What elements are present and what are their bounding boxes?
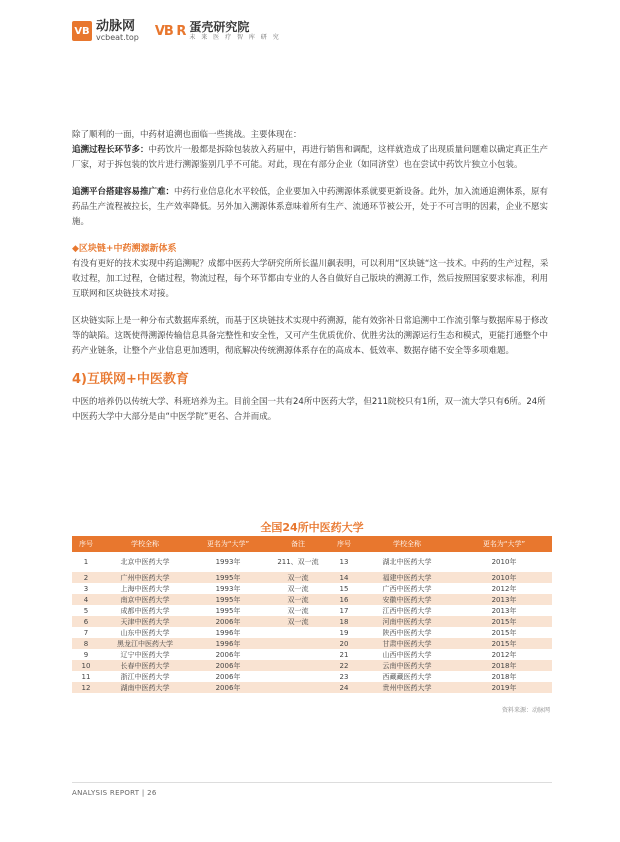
table-cell: 15 (339, 584, 349, 593)
table-cell: 9 (83, 650, 89, 659)
table-cell: 2010年 (491, 558, 517, 566)
table-cell: 1993年 (215, 584, 241, 593)
article-body (72, 128, 552, 425)
table-cell: 辽宁中医药大学 (120, 650, 170, 659)
table-cell: 8 (72, 638, 100, 649)
table-cell: 3 (83, 584, 89, 593)
table-cell: 长春中医药大学 (100, 660, 190, 671)
challenge-1-text: 中药饮片一般都是拆除包装放入药屉中，再进行销售和调配，这样就造成了出现质量问题难以确定真正生产厂家，对于拆包装的饮片进行溯源鉴别几乎不可能。对此，现在有部分企业（如同济堂）也在尝试中药饮片独立小包装。 (72, 145, 549, 170)
table-cell: 上海中医药大学 (120, 584, 170, 593)
table-cell: 安徽中医药大学 (358, 594, 456, 605)
table-cell: 11 (81, 672, 91, 681)
table-cell: 21 (339, 650, 349, 659)
table-cell: 1 (83, 558, 89, 566)
paragraph-challenge-1 (72, 143, 552, 173)
table-cell: 10 (72, 660, 100, 671)
challenge-2-title: 追溯平台搭建容易推广难： (72, 187, 175, 197)
vcbeat-logo-mark: VB (72, 21, 92, 41)
table-cell: 山东中医药大学 (120, 628, 170, 637)
table-title: 全国24所中医药大学 (260, 521, 364, 534)
table-cell: 1996年 (190, 638, 266, 649)
table-cell: 河南中医药大学 (358, 616, 456, 627)
table-cell: 福建中医药大学 (358, 572, 456, 583)
table-cell: 16 (330, 594, 358, 605)
table-cell: 2006年 (215, 672, 241, 681)
page-header (72, 18, 281, 44)
table-cell: 2019年 (456, 682, 552, 693)
section-title-education: 4)互联网+中医教育 (72, 372, 189, 387)
header-cell: 备注 (266, 536, 330, 552)
table-cell: 6 (72, 616, 100, 627)
paragraph-education: 中医的培养仍以传统大学、科班培养为主。目前全国一共有24所中医药大学，但211院校只有1所，双一流大学只有6所。24所中医药大学中大部分是由“中医学院”更名、合并而成。 (72, 397, 546, 422)
header-cell: 更名为“大学” (456, 536, 552, 552)
vbr-logo-mark: VB R (154, 23, 186, 39)
sub-heading-blockchain: ◆区块链+中药溯源新体系 (72, 244, 177, 254)
table-cell: 22 (330, 660, 358, 671)
table-cell: 2006年 (215, 650, 241, 659)
table-cell (266, 638, 330, 649)
table-cell: 2015年 (491, 628, 517, 637)
table-row (72, 572, 552, 583)
table-cell: 浙江中医药大学 (120, 672, 170, 681)
table-cell: 17 (339, 606, 349, 615)
table-cell: 19 (339, 628, 349, 637)
table-cell: 2012年 (491, 650, 517, 659)
table-row (72, 649, 552, 660)
table-cell: 2006年 (190, 660, 266, 671)
header-cell: 序号 (330, 536, 358, 552)
universities-table (72, 536, 552, 693)
table-cell: 双一流 (287, 584, 309, 593)
table-cell: 2013年 (491, 606, 517, 615)
table-cell: 18 (330, 616, 358, 627)
table-cell: 20 (330, 638, 358, 649)
table-cell: 2010年 (456, 572, 552, 583)
table-cell: 23 (339, 672, 349, 681)
table-cell (266, 660, 330, 671)
paragraph-blockchain-2: 区块链实际上是一种分布式数据库系统，而基于区块链技术实现中药溯源，能有效弥补日常追溯中工作流引擎与数据库易于修改等的缺陷。这既使得溯源传输信息具备完整性和安全性，又可产生优质优价、优胜劣汰的溯源运行生态和模式，更能打通整个中药产业链条，让整个产业信息更加透明，彻底解决传统溯源体系存在的高成本、低效率、数据存储不安全等多项难题。 (72, 316, 549, 356)
table-cell: 双一流 (266, 572, 330, 583)
table-row (72, 583, 552, 594)
vcbeat-logo (72, 20, 139, 42)
table-cell: 2013年 (456, 594, 552, 605)
table-cell: 1995年 (190, 594, 266, 605)
table-cell: 2 (72, 572, 100, 583)
table-row (72, 594, 552, 605)
footer-divider (72, 782, 552, 783)
table-cell: 2015年 (456, 638, 552, 649)
table-cell (266, 682, 330, 693)
table-row (72, 627, 552, 638)
paragraph-intro: 除了顺利的一面，中药材追溯也面临一些挑战。主要体现在： (72, 130, 302, 140)
table-cell: 成都中医药大学 (120, 606, 170, 615)
table-row (72, 682, 552, 693)
table-cell: 湖南中医药大学 (100, 682, 190, 693)
vbr-logo (155, 21, 281, 41)
page-footer: ANALYSIS REPORT | 26 (72, 789, 157, 797)
table-cell: 1995年 (215, 606, 241, 615)
header-cell: 序号 (72, 536, 100, 552)
table-row (72, 638, 552, 649)
header-cell: 学校全称 (100, 536, 190, 552)
paragraph-blockchain-1: 有没有更好的技术实现中药追溯呢？成都中医药大学研究所所长温川飙表明，可以利用“区块链“这一技术。中药的生产过程，采收过程，加工过程，仓储过程，物流过程，每个环节都由专业的人各自做好自己版块的溯源工作，然后按照国家要求标准，利用互联网和区块链技术对接。 (72, 259, 549, 299)
table-cell: 2006年 (190, 616, 266, 627)
table-cell: 甘肃中医药大学 (358, 638, 456, 649)
table-cell: 云南中医药大学 (358, 660, 456, 671)
table-cell (266, 649, 330, 660)
table-row (72, 660, 552, 671)
header-cell: 更名为“大学” (190, 536, 266, 552)
table-row (72, 552, 552, 572)
vbr-logo-sub: 未 来 医 疗 智 库 研 究 (189, 34, 281, 41)
table-cell (266, 671, 330, 682)
table-cell: 1993年 (215, 558, 241, 566)
table-cell: 2015年 (456, 616, 552, 627)
table-cell: 南京中医药大学 (100, 594, 190, 605)
table-row (72, 616, 552, 627)
vcbeat-logo-url: vcbeat.top (96, 33, 139, 42)
challenge-1-title: 追溯过程长环节多： (72, 145, 149, 155)
table-cell: 天津中医药大学 (100, 616, 190, 627)
table-cell: 5 (83, 606, 89, 615)
table-cell: 1996年 (215, 628, 241, 637)
table-cell: 7 (83, 628, 89, 637)
table-cell: 江西中医药大学 (382, 606, 432, 615)
table-cell: 黑龙江中医药大学 (100, 638, 190, 649)
challenge-2-text: 中药行业信息化水平较低，企业要加入中药溯源体系就要更新设备。此外，加入流通追溯体系，原有药品生产流程被拉长，生产效率降低。另外加入溯源体系意味着所有生产、流通环节被公开，处于不可言明的因素，企业不愿实施。 (72, 187, 549, 227)
table-cell: 湖北中医药大学 (382, 558, 432, 566)
table-cell: 2012年 (491, 584, 517, 593)
table-row (72, 671, 552, 682)
table-header-row (72, 536, 552, 552)
table-row (72, 605, 552, 616)
table-cell: 211、双一流 (277, 558, 319, 566)
table-cell: 2018年 (456, 660, 552, 671)
table-cell: 双一流 (266, 616, 330, 627)
table-source: 资料来源：动脉网 (501, 707, 550, 714)
table-cell: 双一流 (287, 606, 309, 615)
table-cell: 1995年 (190, 572, 266, 583)
table-cell: 14 (330, 572, 358, 583)
vcbeat-logo-name: 动脉网 (96, 19, 136, 34)
table-cell: 2018年 (491, 672, 517, 681)
table-cell: 广西中医药大学 (382, 584, 432, 593)
header-cell: 学校全称 (358, 536, 456, 552)
table-cell: 13 (339, 558, 349, 566)
paragraph-challenge-2 (72, 185, 552, 230)
vbr-logo-name: 蛋壳研究院 (189, 20, 250, 34)
table-cell (266, 627, 330, 638)
table-cell: 北京中医药大学 (120, 558, 170, 566)
table-cell: 广州中医药大学 (100, 572, 190, 583)
table-cell: 陕西中医药大学 (382, 628, 432, 637)
table-cell: 贵州中医药大学 (358, 682, 456, 693)
table-cell: 西藏藏医药大学 (382, 672, 432, 681)
table-cell: 双一流 (266, 594, 330, 605)
table-cell: 2006年 (190, 682, 266, 693)
table-cell: 4 (72, 594, 100, 605)
table-cell: 12 (72, 682, 100, 693)
table-cell: 24 (330, 682, 358, 693)
table-cell: 山西中医药大学 (382, 650, 432, 659)
